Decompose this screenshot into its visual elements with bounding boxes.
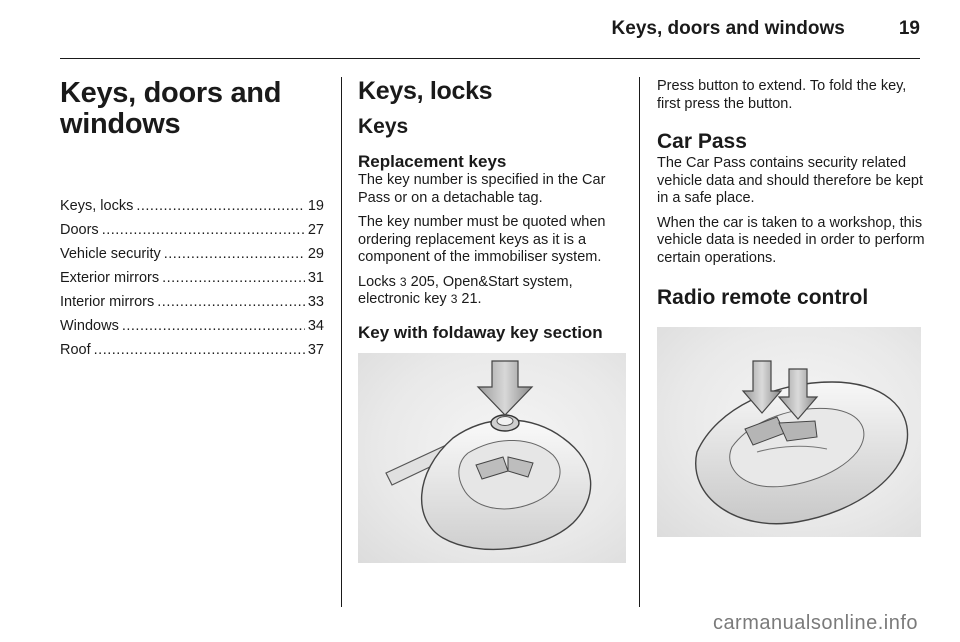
running-header-title: Keys, doors and windows	[611, 18, 845, 39]
toc-entry-roof[interactable]	[60, 338, 324, 362]
chapter-title	[60, 78, 324, 140]
toc-entry-interior-mirrors[interactable]	[60, 290, 324, 314]
toc-label: Doors	[60, 222, 99, 238]
toc-leader	[94, 338, 305, 362]
footer-watermark: carmanualsonline.info	[712, 612, 918, 634]
subheading-radio-remote-control: Radio remote control	[657, 286, 869, 309]
section-heading-keys-locks: Keys, locks	[358, 77, 493, 105]
text: Locks	[358, 273, 400, 290]
paragraph-quote-key-number: The key number must be quoted when ordering replacement keys as it is a component of the immobiliser system.	[358, 214, 606, 265]
chapter-column	[60, 70, 324, 362]
page-reference-icon: 3	[450, 292, 458, 306]
foldaway-key-drawing	[358, 353, 626, 563]
toc-entry-doors[interactable]	[60, 218, 324, 242]
paragraph-car-pass-workshop: When the car is taken to a workshop, this vehicle data is needed in order to perform certain operations.	[657, 214, 925, 266]
toc-leader	[136, 194, 305, 218]
keys-locks-column	[358, 70, 626, 563]
text: 21.	[457, 291, 482, 307]
paragraph-press-button: Press button to extend. To fold the key, first press the button.	[657, 78, 907, 112]
toc-leader	[102, 218, 305, 242]
toc-page: 31	[307, 270, 324, 286]
subheading-keys: Keys	[358, 115, 409, 138]
paragraph-car-pass-security: The Car Pass contains security related vehicle data and should therefore be kept in a safe place.	[657, 155, 924, 206]
toc-page: 27	[307, 222, 324, 238]
subheading-car-pass: Car Pass	[657, 130, 747, 153]
toc-label: Keys, locks	[60, 198, 134, 214]
column-divider-right	[639, 77, 640, 607]
paragraph-key-number: The key number is specified in the Car Pass or on a detachable tag.	[358, 172, 606, 206]
subheading-replacement-keys: Replacement keys	[358, 152, 507, 171]
toc-page: 29	[307, 246, 324, 262]
toc-entry-vehicle-security[interactable]	[60, 242, 324, 266]
chapter-title-line2: windows	[60, 108, 181, 140]
toc-label: Exterior mirrors	[60, 270, 160, 286]
toc-page: 19	[307, 198, 324, 214]
toc-entry-keys-locks[interactable]	[60, 194, 324, 218]
foldaway-key-illustration	[358, 353, 626, 563]
subheading-foldaway-key: Key with foldaway key section	[358, 322, 603, 342]
toc-label: Vehicle security	[60, 246, 161, 262]
page-reference-icon: 3	[399, 274, 407, 289]
text: 205, Open&Start system, electronic key	[358, 273, 573, 307]
toc-leader	[157, 290, 305, 314]
toc-entry-exterior-mirrors[interactable]	[60, 266, 324, 290]
page-number: 19	[898, 18, 920, 39]
running-header	[612, 18, 920, 40]
remote-control-drawing	[657, 327, 921, 537]
radio-remote-illustration	[657, 327, 921, 537]
car-pass-column	[657, 70, 925, 537]
toc-leader	[164, 242, 305, 266]
toc-label: Interior mirrors	[60, 294, 155, 310]
header-rule	[60, 58, 920, 59]
toc-leader	[162, 266, 305, 290]
toc-label: Windows	[60, 318, 119, 334]
toc-label: Roof	[60, 342, 91, 358]
column-divider-left	[341, 77, 342, 607]
chapter-title-line1: Keys, doors and	[60, 77, 282, 109]
toc-page: 33	[307, 294, 324, 310]
paragraph-locks-reference	[358, 274, 626, 309]
toc-entry-windows[interactable]	[60, 314, 324, 338]
table-of-contents	[60, 194, 324, 362]
toc-leader	[122, 314, 305, 338]
toc-page: 37	[307, 342, 324, 358]
toc-page: 34	[307, 318, 324, 334]
